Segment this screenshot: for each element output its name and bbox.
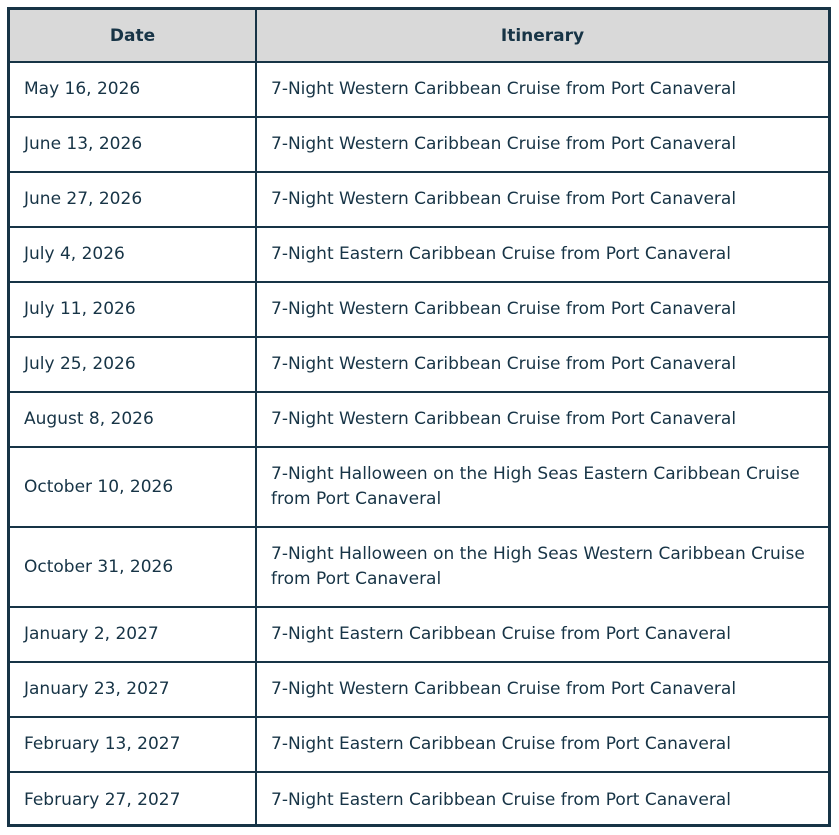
date-cell: July 4, 2026: [10, 227, 256, 282]
itinerary-cell: 7-Night Eastern Caribbean Cruise from Port Canaveral: [256, 717, 828, 772]
itinerary-cell: 7-Night Halloween on the High Seas Western Caribbean Cruise from Port Canaveral: [256, 527, 828, 607]
itinerary-cell: 7-Night Eastern Caribbean Cruise from Port Canaveral: [256, 227, 828, 282]
date-cell: January 2, 2027: [10, 607, 256, 662]
date-cell: October 10, 2026: [10, 447, 256, 527]
date-cell: June 27, 2026: [10, 172, 256, 227]
table-row: [10, 447, 828, 527]
table-row: [10, 62, 828, 117]
table-row: [10, 337, 828, 392]
column-header-itinerary: Itinerary: [256, 10, 828, 62]
table-row: [10, 117, 828, 172]
cruise-schedule-table-frame: [7, 7, 831, 827]
table-row: [10, 607, 828, 662]
table-row: [10, 717, 828, 772]
table-row: [10, 172, 828, 227]
table-row: [10, 392, 828, 447]
date-cell: August 8, 2026: [10, 392, 256, 447]
column-header-date: Date: [10, 10, 256, 62]
date-cell: July 11, 2026: [10, 282, 256, 337]
table-row: [10, 527, 828, 607]
itinerary-cell: 7-Night Western Caribbean Cruise from Port Canaveral: [256, 62, 828, 117]
itinerary-cell: 7-Night Eastern Caribbean Cruise from Port Canaveral: [256, 772, 828, 827]
date-cell: February 13, 2027: [10, 717, 256, 772]
date-cell: May 16, 2026: [10, 62, 256, 117]
itinerary-cell: 7-Night Eastern Caribbean Cruise from Port Canaveral: [256, 607, 828, 662]
itinerary-cell: 7-Night Western Caribbean Cruise from Port Canaveral: [256, 337, 828, 392]
itinerary-cell: 7-Night Western Caribbean Cruise from Port Canaveral: [256, 662, 828, 717]
table-row: [10, 772, 828, 827]
date-cell: January 23, 2027: [10, 662, 256, 717]
itinerary-cell: 7-Night Western Caribbean Cruise from Port Canaveral: [256, 282, 828, 337]
table-header-row: [10, 10, 828, 62]
date-cell: October 31, 2026: [10, 527, 256, 607]
date-cell: July 25, 2026: [10, 337, 256, 392]
itinerary-cell: 7-Night Western Caribbean Cruise from Port Canaveral: [256, 172, 828, 227]
itinerary-cell: 7-Night Western Caribbean Cruise from Port Canaveral: [256, 392, 828, 447]
table-row: [10, 282, 828, 337]
table-row: [10, 227, 828, 282]
date-cell: June 13, 2026: [10, 117, 256, 172]
cruise-schedule-table: [10, 10, 828, 827]
itinerary-cell: 7-Night Western Caribbean Cruise from Port Canaveral: [256, 117, 828, 172]
table-row: [10, 662, 828, 717]
date-cell: February 27, 2027: [10, 772, 256, 827]
itinerary-cell: 7-Night Halloween on the High Seas Eastern Caribbean Cruise from Port Canaveral: [256, 447, 828, 527]
